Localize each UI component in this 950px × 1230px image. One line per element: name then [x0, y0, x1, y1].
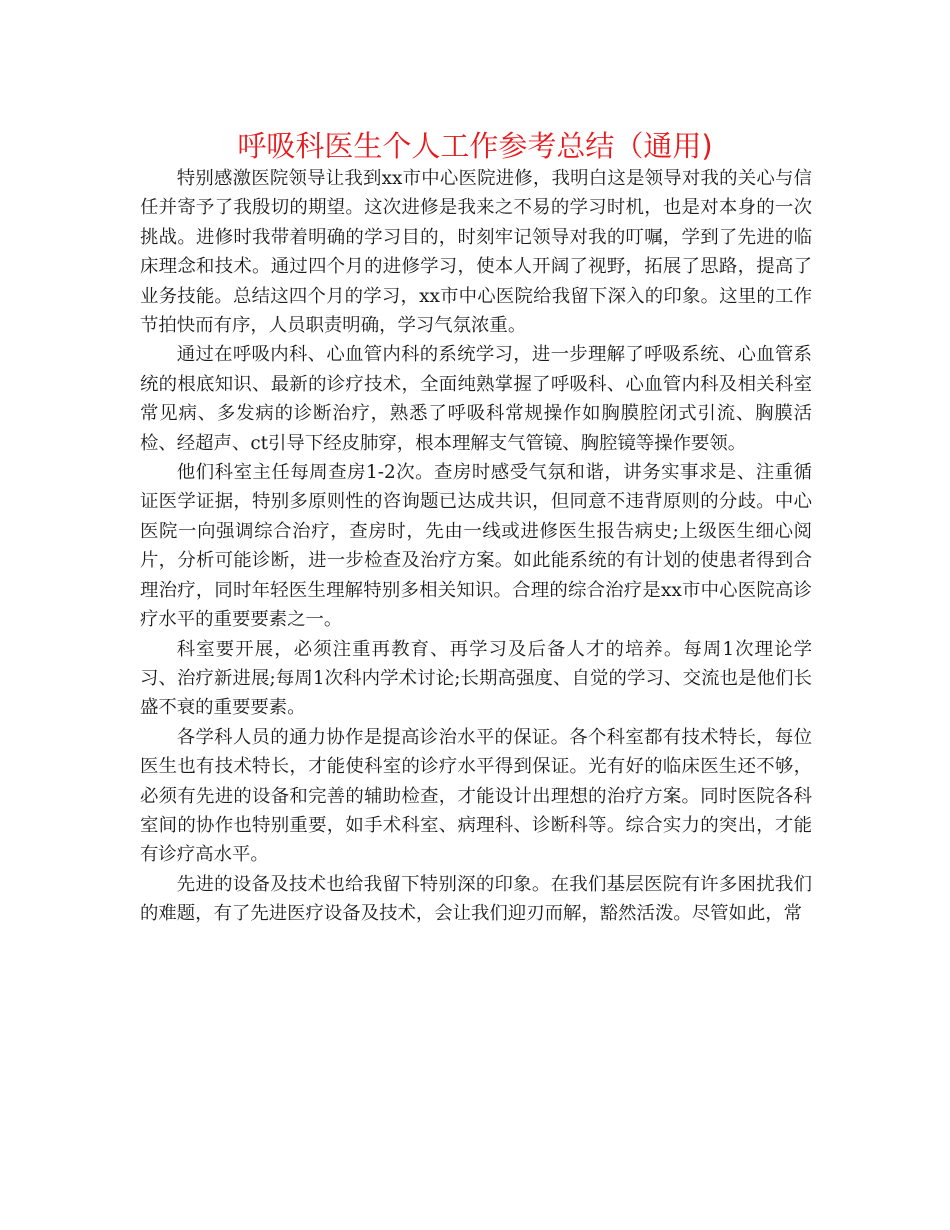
paragraph: 他们科室主任每周查房1-2次。查房时感受气氛和谐，讲务实事求是、注重循证医学证据，特别多原则性的咨询题已达成共识，但同意不违背原则的分歧。中心医院一向强调综合治疗，查房时，先由一线或进修医生报告病史;上级医生细心阅片，分析可能诊断，进一步检查及治疗方案。如此能系统的有计划的使患者得到合理治疗，同时年轻医生理解特别多相关知识。合理的综合治疗是xx市中心医院高诊疗水平的重要要素之一。: [140, 462, 812, 631]
document-title: 呼吸科医生个人工作参考总结（通用): [237, 129, 713, 163]
paragraph: 科室要开展，必须注重再教育、再学习及后备人才的培养。每周1次理论学习、治疗新进展;每周1次科内学术讨论;长期高强度、自觉的学习、交流也是他们长盛不衰的重要要素。: [140, 638, 812, 719]
paragraph: 各学科人员的通力协作是提高诊治水平的保证。各个科室都有技术特长，每位医生也有技术特长，才能使科室的诊疗水平得到保证。光有好的临床医生还不够，必须有先进的设备和完善的辅助检查，才能设计出理想的治疗方案。同时医院各科室间的协作也特别重要，如手术科室、病理科、诊断科等。综合实力的突出，才能有诊疗高水平。: [140, 726, 812, 866]
document-body: [140, 164, 812, 929]
paragraph: 通过在呼吸内科、心血管内科的系统学习，进一步理解了呼吸系统、心血管系统的根底知识、最新的诊疗技术，全面纯熟掌握了呼吸科、心血管内科及相关科室常见病、多发病的诊断治疗，熟悉了呼吸科常规操作如胸膜腔闭式引流、胸膜活检、经超声、ct引导下经皮肺穿，根本理解支气管镜、胸腔镜等操作要领。: [140, 344, 812, 454]
paragraph: 先进的设备及技术也给我留下特别深的印象。在我们基层医院有许多困扰我们的难题，有了先进医疗设备及技术，会让我们迎刃而解，豁然活泼。尽管如此，常: [140, 873, 812, 925]
paragraph: 特别感激医院领导让我到xx市中心医院进修，我明白这是领导对我的关心与信任并寄予了我殷切的期望。这次进修是我来之不易的学习时机，也是对本身的一次挑战。进修时我带着明确的学习目的，时刻牢记领导对我的叮嘱，学到了先进的临床理念和技术。通过四个月的进修学习，使本人开阔了视野，拓展了思路，提高了业务技能。总结这四个月的学习，xx市中心医院给我留下深入的印象。这里的工作节拍快而有序，人员职责明确，学习气氛浓重。: [140, 168, 812, 337]
